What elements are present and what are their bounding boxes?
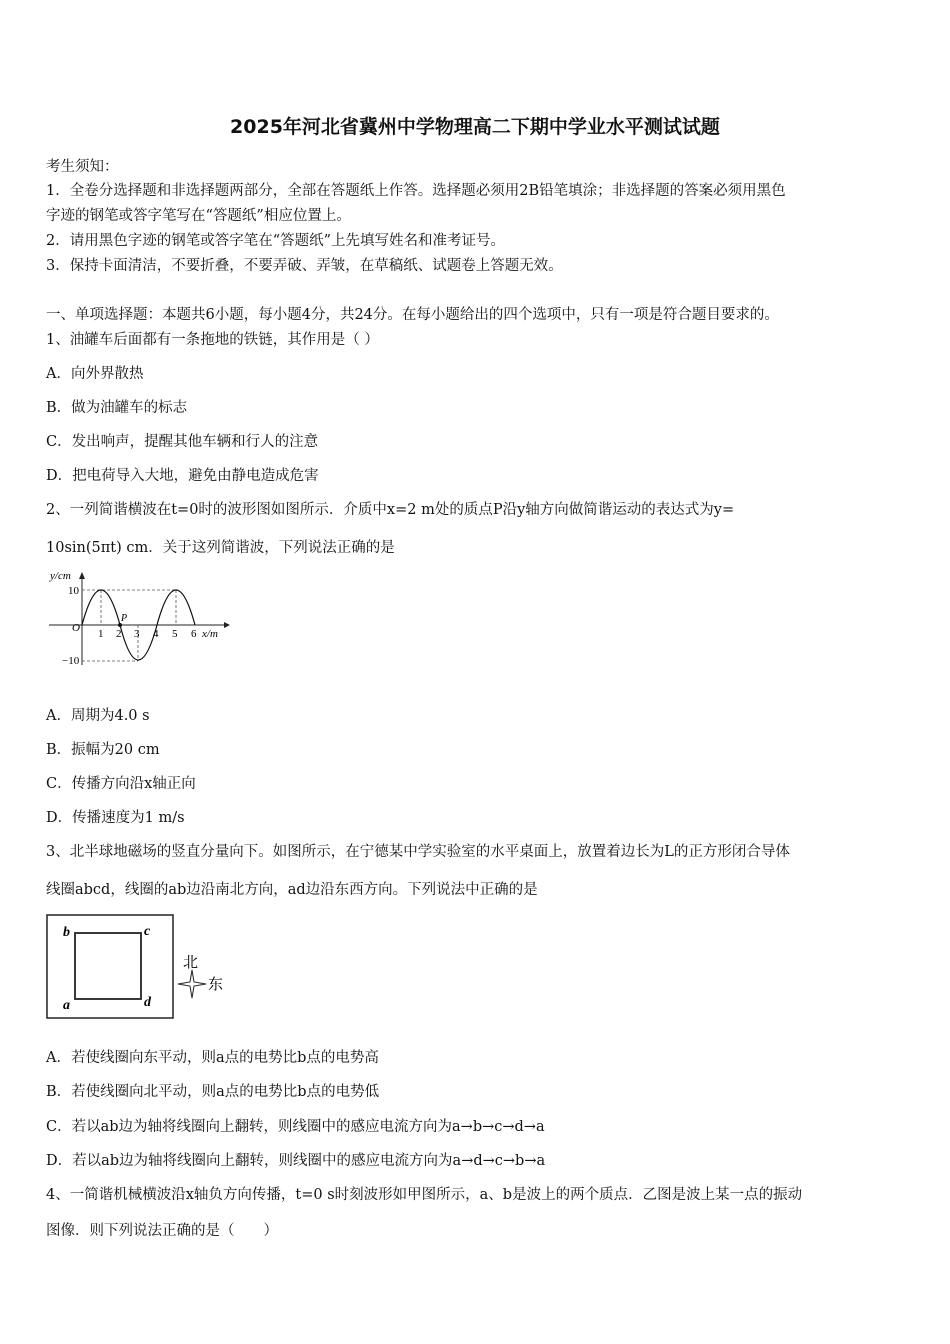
x-axis-label: x/m	[202, 628, 218, 640]
q2-option-c: C．传播方向沿x轴正向	[46, 776, 196, 792]
x-tick-5: 5	[172, 628, 178, 640]
q1-option-d: D．把电荷导入大地，避免由静电造成危害	[46, 468, 319, 484]
x-axis-arrow	[224, 622, 230, 628]
q1-option-a: A．向外界散热	[46, 366, 144, 382]
notice-heading: 考生须知：	[46, 159, 119, 175]
x-tick-3: 3	[134, 628, 140, 640]
east-label: 东	[208, 977, 224, 993]
page-title: 2025年河北省冀州中学物理高二下期中学业水平测试试题	[230, 116, 720, 138]
q3-option-c: C．若以ab边为轴将线圈向上翻转，则线圈中的感应电流方向为a→b→c→d→a	[46, 1119, 545, 1135]
coil-figure	[46, 913, 236, 1023]
corner-c-label: c	[144, 924, 151, 939]
point-p-label: P	[121, 613, 128, 624]
q2-option-a: A．周期为4.0 s	[46, 708, 150, 724]
origin-label: O	[72, 622, 80, 634]
corner-a-label: a	[63, 998, 70, 1013]
square-coil	[75, 933, 141, 999]
q1-option-b: B．做为油罐车的标志	[46, 400, 188, 416]
q1-stem: 1、油罐车后面都有一条拖地的铁链，其作用是（ ）	[46, 332, 379, 348]
y-tick-bottom: −10	[62, 655, 80, 667]
q2-stem-1: 2、一列简谐横波在t=0时的波形图如图所示．介质中x=2 m处的质点P沿y轴方向做简谐运动的表达式为y=	[46, 502, 735, 518]
q2-option-d: D．传播速度为1 m/s	[46, 810, 185, 826]
section-heading: 一、单项选择题：本题共6小题，每小题4分，共24分。在每小题给出的四个选项中，只有一项是符合题目要求的。	[46, 307, 779, 323]
corner-d-label: d	[144, 995, 151, 1010]
x-tick-6: 6	[191, 628, 197, 640]
x-tick-1: 1	[98, 628, 104, 640]
y-axis-arrow	[79, 572, 85, 579]
north-label: 北	[183, 955, 199, 971]
y-axis-label: y/cm	[50, 570, 71, 582]
wave-graph	[46, 565, 236, 675]
notice-item-1b: 字迹的钢笔或答字笔写在“答题纸”相应位置上。	[46, 208, 351, 224]
q4-stem-2: 图像．则下列说法正确的是（ ）	[46, 1223, 278, 1239]
q3-stem-1: 3、北半球地磁场的竖直分量向下。如图所示，在宁德某中学实验室的水平桌面上，放置着边长为L的正方形闭合导体	[46, 844, 790, 860]
q3-option-b: B．若使线圈向北平动，则a点的电势比b点的电势低	[46, 1084, 380, 1100]
q3-option-d: D．若以ab边为轴将线圈向上翻转，则线圈中的感应电流方向为a→d→c→b→a	[46, 1153, 546, 1169]
q1-option-c: C．发出响声，提醒其他车辆和行人的注意	[46, 434, 319, 450]
corner-b-label: b	[63, 925, 70, 940]
notice-item-1a: 1．全卷分选择题和非选择题两部分，全部在答题纸上作答。选择题必须用2B铅笔填涂；非选择题的答案必须用黑色	[46, 183, 786, 199]
y-tick-top: 10	[68, 585, 79, 597]
q3-stem-2: 线圈abcd，线圈的ab边沿南北方向，ad边沿东西方向。下列说法中正确的是	[46, 882, 538, 898]
q2-stem-2: 10sin(5πt) cm．关于这列简谐波，下列说法正确的是	[46, 540, 395, 556]
x-tick-2: 2	[116, 628, 122, 640]
compass-icon	[178, 970, 206, 998]
q4-stem-1: 4、一简谐机械横波沿x轴负方向传播，t=0 s时刻波形如甲图所示，a、b是波上的两个质点．乙图是波上某一点的振动	[46, 1187, 803, 1203]
q2-option-b: B．振幅为20 cm	[46, 742, 160, 758]
x-tick-4: 4	[153, 628, 159, 640]
notice-item-2: 2．请用黑色字迹的钢笔或答字笔在“答题纸”上先填写姓名和准考证号。	[46, 233, 506, 249]
notice-item-3: 3．保持卡面清洁，不要折叠，不要弄破、弄皱，在草稿纸、试题卷上答题无效。	[46, 258, 563, 274]
q3-option-a: A．若使线圈向东平动，则a点的电势比b点的电势高	[46, 1050, 379, 1066]
